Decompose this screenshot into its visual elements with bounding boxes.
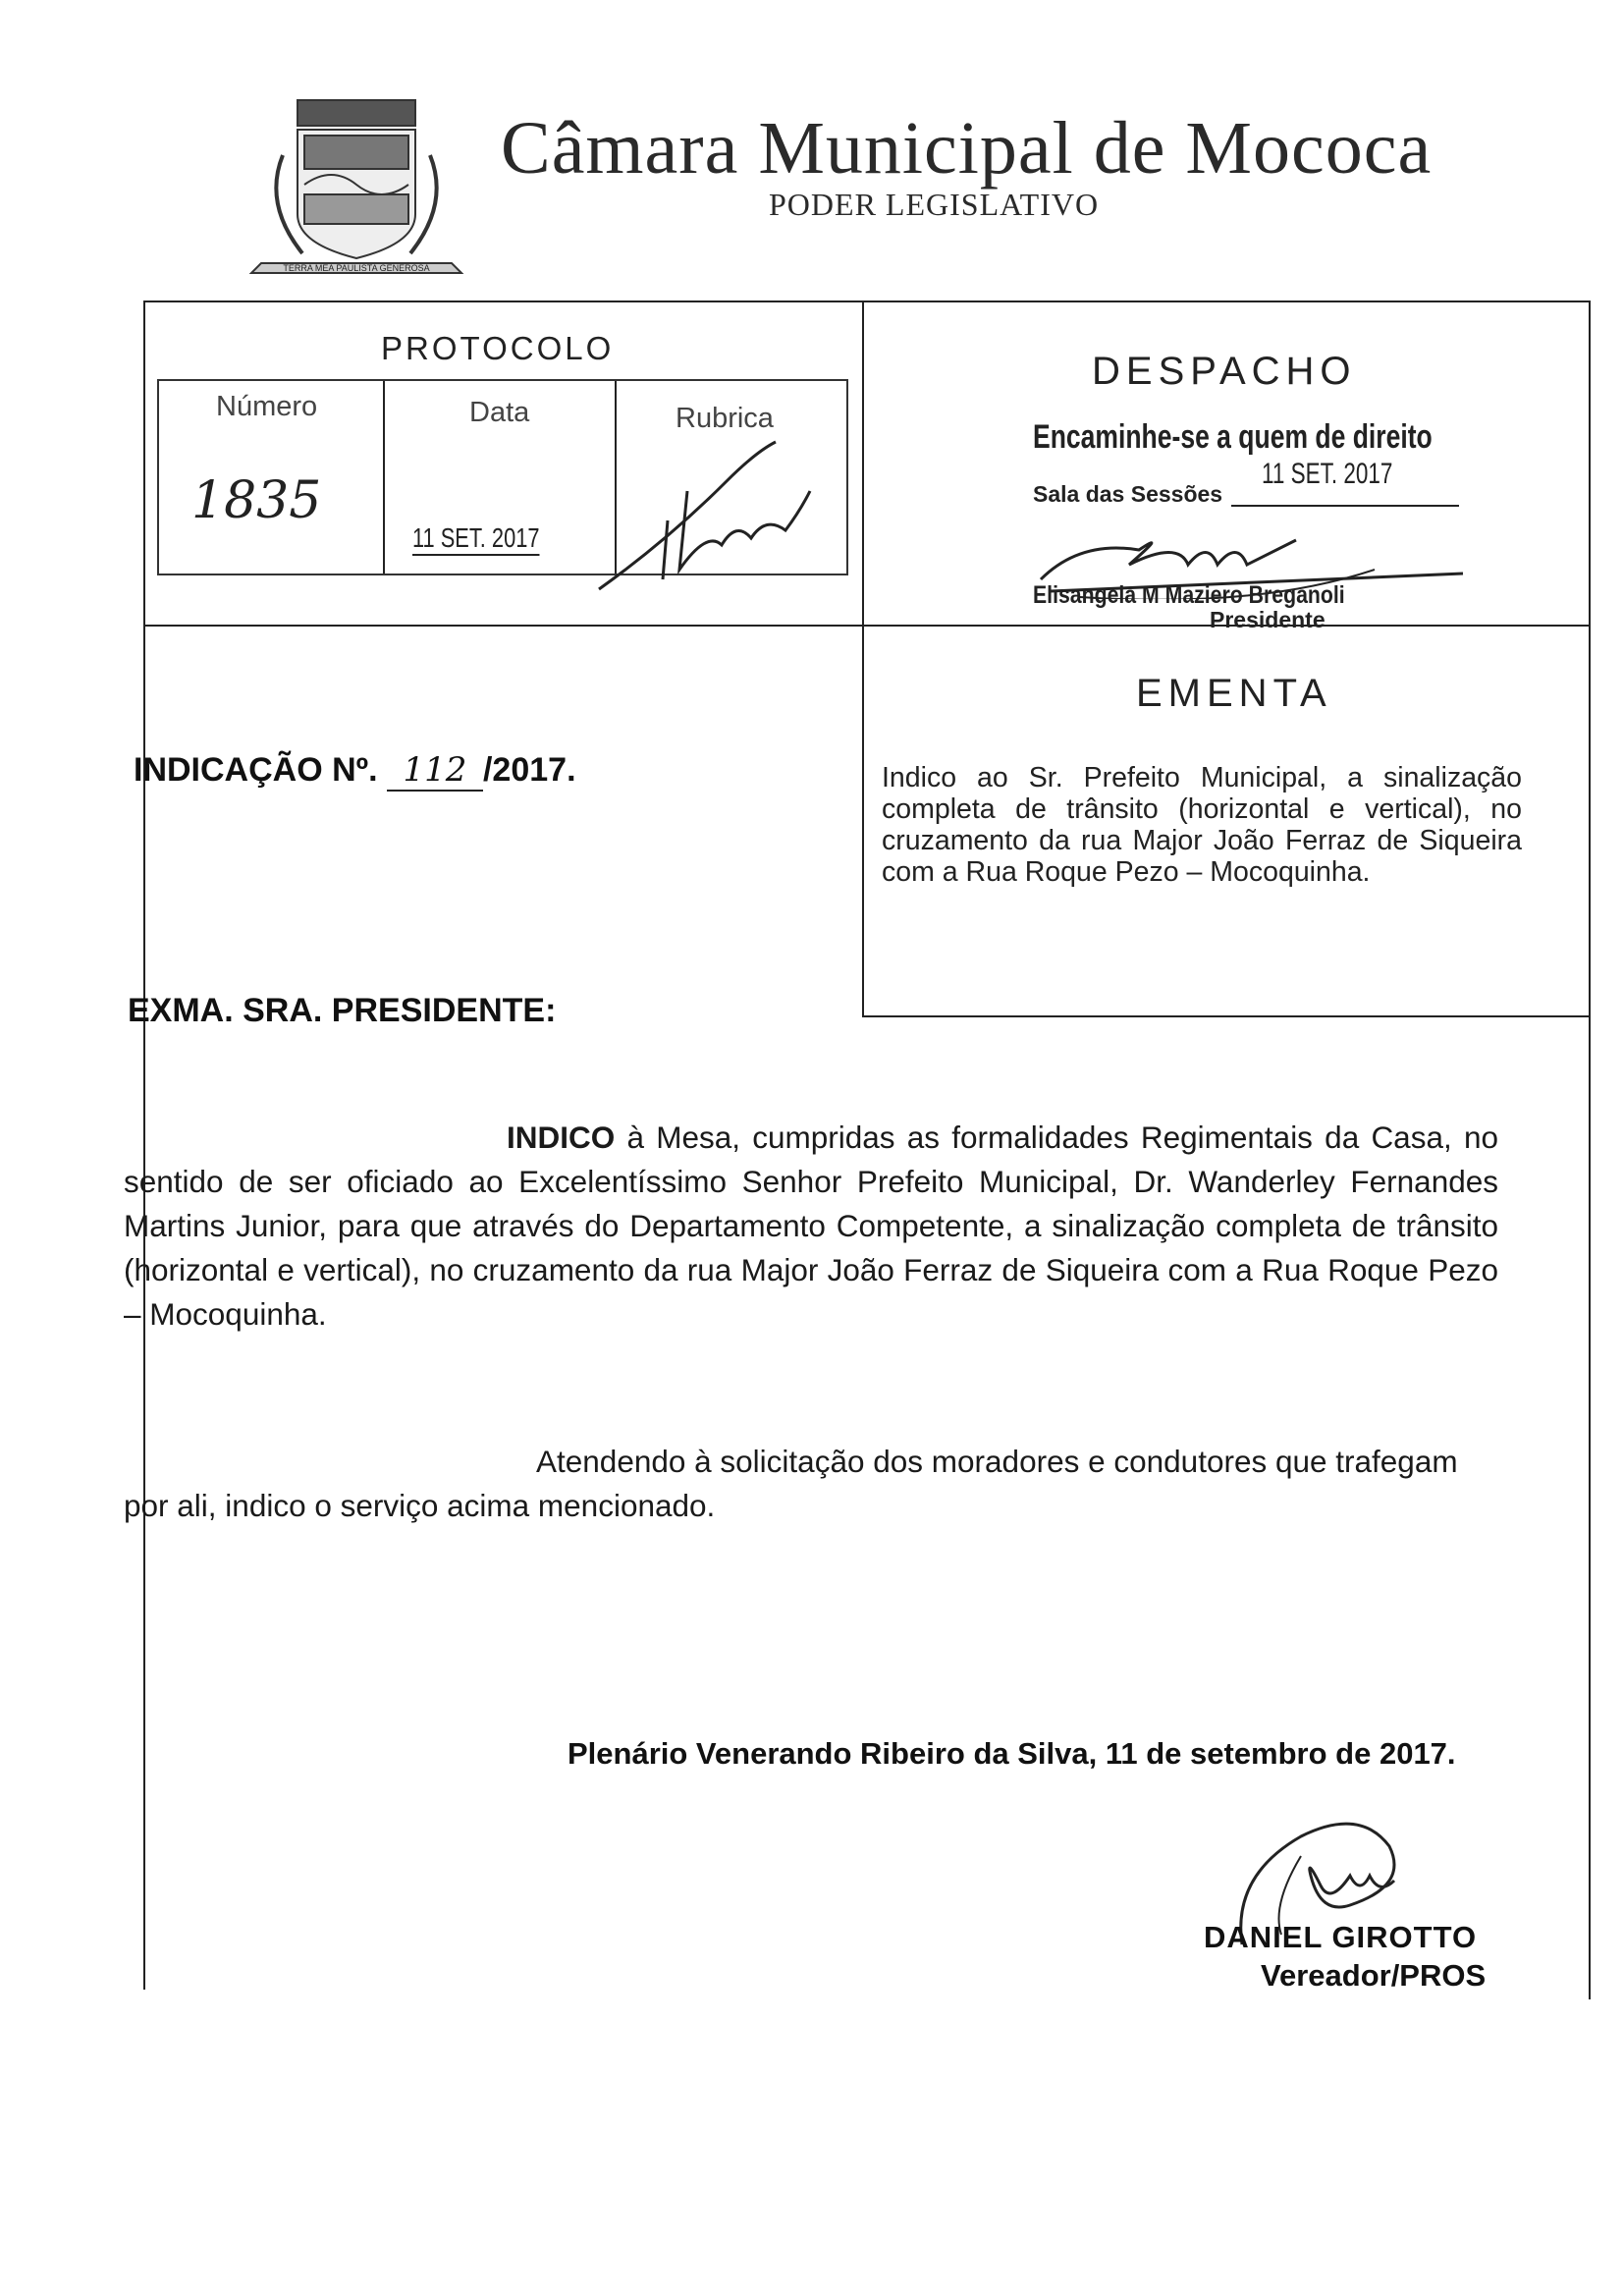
despacho-date-stamp: 11 SET. 2017 — [1262, 458, 1393, 490]
body-paragraph-2 — [124, 1440, 1498, 1528]
numero-label: Número — [216, 391, 318, 422]
rubrica-label: Rubrica — [676, 403, 774, 434]
body-para1-text: à Mesa, cumpridas as formalidades Regimentais da Casa, no sentido de ser oficiado ao Excelentíssimo Senhor Prefeito Municipal, Dr. Wanderley Fernandes Martins Junior, para que através do Departamento Competente, a sinalização completa de trânsito (horizontal e vertical), no cruzamento da rua Major João Ferraz de Siqueira com a Rua Roque Pezo – Mocoquinha. — [124, 1120, 1498, 1332]
despacho-title: DESPACHO — [1092, 350, 1357, 393]
ementa-bottom-line — [862, 1015, 1589, 1017]
frame-mid-line — [145, 625, 1589, 627]
protocolo-title: PROTOCOLO — [381, 330, 615, 366]
protocolo-col-divider-1 — [383, 381, 385, 574]
crest-motto: TERRA MEA PAULISTA GENEROSA — [283, 263, 430, 273]
protocolo-number-handwritten: 1835 — [191, 471, 322, 530]
signer-role: Vereador/PROS — [1261, 1958, 1487, 1993]
despacho-stamp-text: Encaminhe-se a quem de direito — [1033, 418, 1433, 456]
ementa-text: Indico ao Sr. Prefeito Municipal, a sinalização completa de trânsito (horizontal e vertical), no cruzamento da rua Major João Ferraz de Siqueira com a Rua Roque Pezo – Mocoquinha. — [882, 762, 1522, 888]
protocolo-date-stamp: 11 SET. 2017 — [412, 522, 540, 556]
signer-name: DANIEL GIROTTO — [1204, 1920, 1478, 1954]
org-name: Câmara Municipal de Mococa — [501, 107, 1433, 190]
body-paragraph-1 — [124, 1116, 1498, 1337]
president-name: Elisangela M Maziero Breganoli — [1033, 581, 1345, 609]
ementa-title: EMENTA — [1136, 672, 1332, 715]
body-lead-word: INDICO — [507, 1120, 616, 1155]
president-role: Presidente — [1210, 607, 1325, 632]
sala-sessoes-label: Sala das Sessões — [1033, 481, 1223, 507]
indicacao-prefix: INDICAÇÃO Nº. — [134, 751, 378, 789]
indicacao-suffix: /2017. — [482, 751, 576, 789]
org-subtitle: PODER LEGISLATIVO — [769, 187, 1100, 222]
indicacao-number — [134, 750, 576, 792]
salutation: EXMA. SRA. PRESIDENTE: — [128, 992, 557, 1029]
sala-date-line — [1231, 505, 1459, 507]
frame-right-line — [1589, 301, 1591, 1999]
rubrica-signature — [589, 422, 825, 599]
body-para2-text: Atendendo à solicitação dos moradores e condutores que trafegam por ali, indico o serviço acima mencionado. — [124, 1444, 1458, 1523]
frame-top-line — [145, 301, 1591, 302]
data-label: Data — [469, 397, 530, 428]
municipal-crest-logo — [243, 96, 469, 283]
closing-place-date: Plenário Venerando Ribeiro da Silva, 11 de setembro de 2017. — [568, 1736, 1456, 1771]
indicacao-handwritten-number: 112 — [387, 750, 483, 792]
frame-divider-line — [862, 301, 864, 1015]
